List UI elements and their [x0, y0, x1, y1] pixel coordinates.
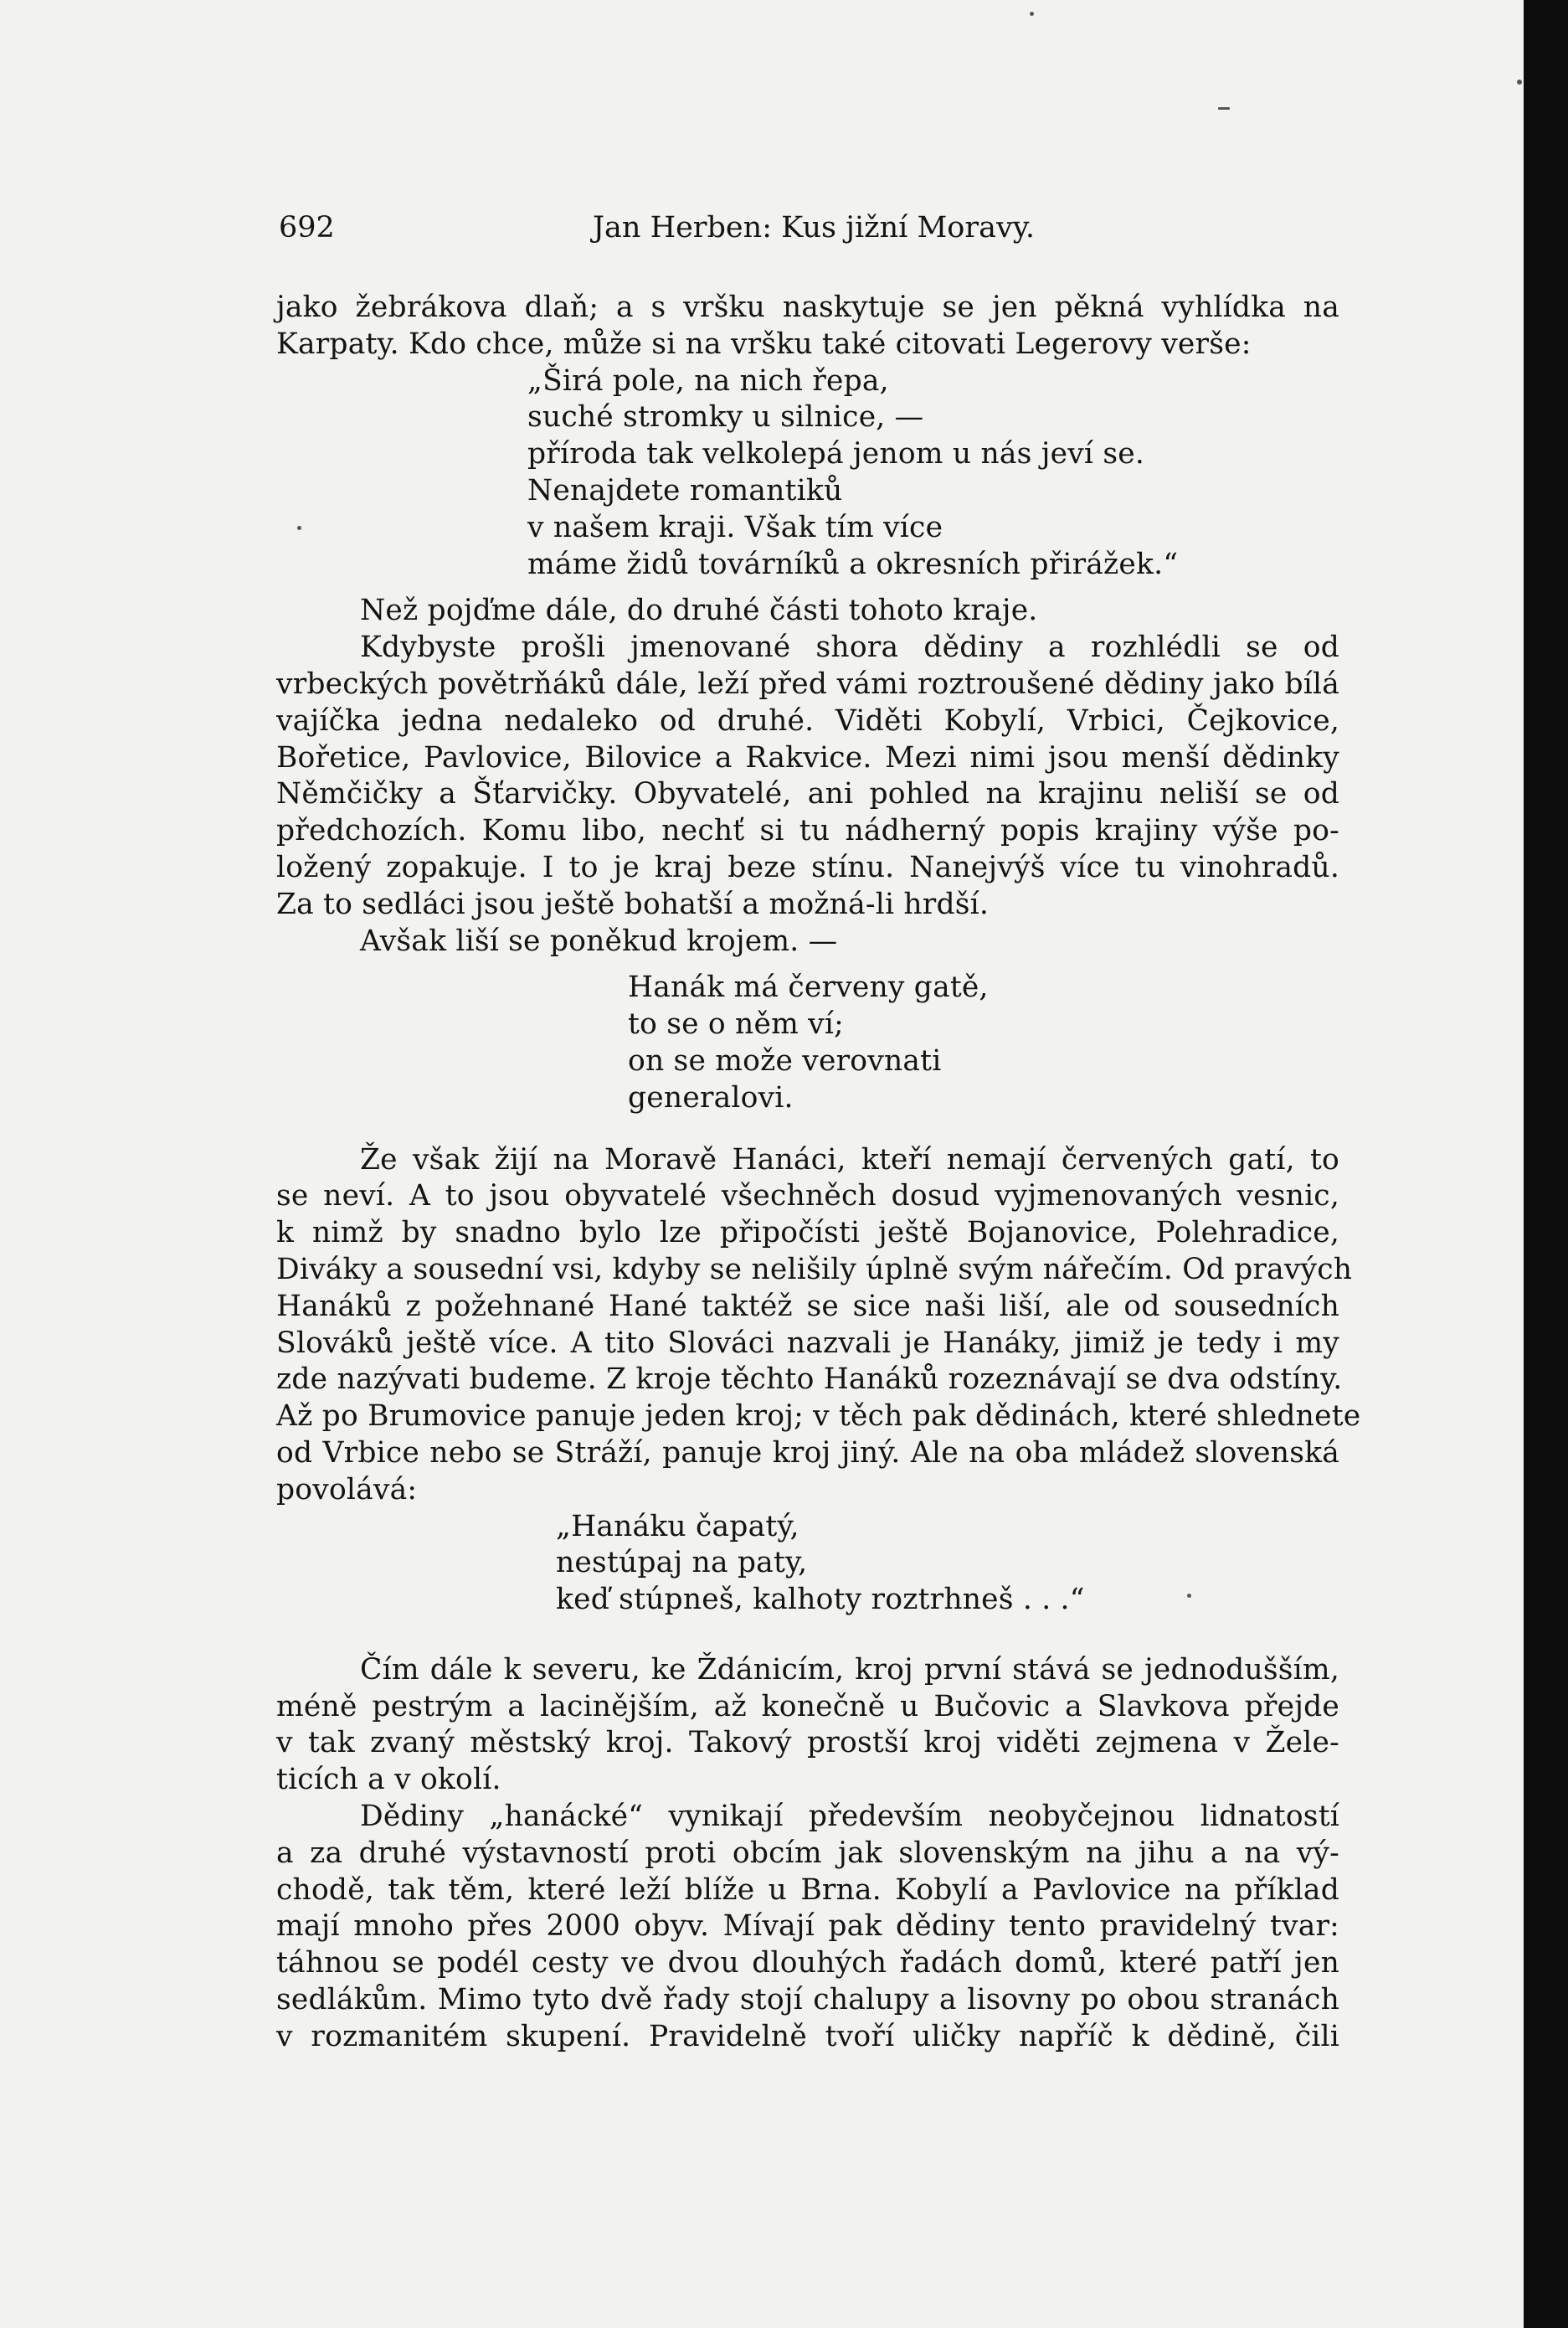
text-line: jako žebrákova dlaň; a s vršku naskytuje se jen pěkná vyhlídka na: [276, 291, 1339, 324]
text-line: Avšak liší se poněkud krojem. —: [360, 924, 838, 958]
verse-line: Nenajdete romantiků: [527, 473, 843, 507]
text-line: a za druhé výstavností proti obcím jak slovenským na jihu a na vý-: [276, 1836, 1339, 1870]
verse-line: máme židů továrníků a okresních přirážek.“: [527, 547, 1179, 581]
verse-line: keď stúpneš, kalhoty roztrhneš . . .“: [556, 1583, 1085, 1617]
page-body: [276, 290, 1361, 2056]
verse-line: příroda tak velkolepá jenom u nás jeví se.: [527, 437, 1145, 471]
text-line: Bořetice, Pavlovice, Bilovice a Rakvice. Mezi nimi jsou menší dědinky: [276, 740, 1339, 775]
text-line: Než pojďme dále, do druhé části tohoto kraje.: [360, 594, 1038, 628]
scan-speck: [297, 526, 301, 530]
text-line: táhnou se podél cesty ve dvou dlouhých řadách domů, které patří jen: [276, 1946, 1339, 1980]
verse-line: generalovi.: [628, 1080, 794, 1115]
text-line: Slováků ještě více. A tito Slováci nazvali je Hanáky, jimiž je tedy i my: [276, 1326, 1339, 1360]
paragraph-gap: [276, 583, 1339, 593]
verse-line: v našem kraji. Však tím více: [527, 510, 943, 544]
text-line: Hanáků z požehnané Hané taktéž se sice naši liší, ale od sousedních: [276, 1289, 1339, 1323]
text-line: od Vrbice nebo se Stráží, panuje kroj jiný. Ale na oba mládež slovenská: [276, 1435, 1339, 1470]
text-line: se neví. A to jsou obyvatelé všechněch dosud vyjmenovaných vesnic,: [276, 1179, 1339, 1213]
paragraph-gap: [276, 1619, 1339, 1652]
page-header: [279, 211, 1342, 253]
text-line: ticích a v okolí.: [276, 1763, 501, 1797]
text-line: Až po Brumovice panuje jeden kroj; v těch pak dědinách, které shlednete: [276, 1399, 1361, 1434]
text-line: méně pestrým a lacinějším, až konečně u Bučovic a Slavkova přejde: [276, 1689, 1339, 1723]
text-line: Karpaty. Kdo chce, může si na vršku také citovati Legerovy verše:: [276, 327, 1252, 361]
running-title: Jan Herben: Kus jižní Moravy.: [593, 211, 1035, 245]
text-line: k nimž by snadno bylo lze připočísti ještě Bojanovice, Polehradice,: [276, 1216, 1339, 1250]
text-line: Diváky a sousední vsi, kdyby se nelišily úplně svým nářečím. Od pravých: [276, 1252, 1353, 1286]
text-line: vajíčka jedna nedaleko od druhé. Viděti Kobylí, Vrbici, Čejkovice,: [276, 703, 1339, 738]
paragraph-gap: [276, 1117, 1339, 1142]
text-line: předchozích. Komu libo, nechť si tu nádherný popis krajiny výše po-: [276, 814, 1339, 848]
text-line: ložený zopakuje. I to je kraj beze stínu. Nanejvýš více tu vinohradů.: [276, 850, 1339, 884]
verse-line: suché stromky u silnice, —: [527, 400, 924, 435]
text-line: Za to sedláci jsou ještě bohatší a možná-li hrdší.: [276, 887, 990, 921]
text-line: Kdybyste prošli jmenované shora dědiny a rozhlédli se od: [360, 631, 1339, 665]
verse-line: nestúpaj na paty,: [556, 1546, 808, 1580]
text-line: vrbeckých povětrňáků dále, leží před vámi roztroušené dědiny jako bílá: [276, 667, 1339, 701]
text-line: povolává:: [276, 1472, 418, 1507]
scan-speck: [1517, 80, 1522, 85]
text-line: Němčičky a Šťarvičky. Obyvatelé, ani pohled na krajinu neliší se od: [276, 777, 1339, 811]
verse-line: „Hanáku čapatý,: [556, 1509, 799, 1543]
verse-line: „Širá pole, na nich řepa,: [527, 363, 889, 398]
text-line: sedlákům. Mimo tyto dvě řady stojí chalupy a lisovny po obou stranách: [276, 1983, 1339, 2017]
text-line: Dědiny „hanácké“ vynikají především neobyčejnou lidnatostí: [360, 1800, 1339, 1834]
text-line: v tak zvaný městský kroj. Takový prostší kroj viděti zejmena v Žele-: [276, 1726, 1339, 1760]
text-line: Že však žijí na Moravě Hanáci, kteří nemají červených gatí, to: [360, 1142, 1339, 1177]
verse-line: to se o něm ví;: [628, 1007, 844, 1042]
page-number: 692: [279, 211, 335, 245]
text-line: mají mnoho přes 2000 obyv. Mívají pak dědiny tento pravidelný tvar:: [276, 1909, 1339, 1944]
verse-line: on se može verovnati: [628, 1043, 942, 1078]
text-line: Čím dále k severu, ke Ždánicím, kroj první stává se jednodušším,: [360, 1652, 1339, 1687]
text-line: chodě, tak těm, které leží blíže u Brna. Kobylí a Pavlovice na příklad: [276, 1872, 1339, 1907]
scan-speck: [1030, 12, 1034, 16]
scan-speck: [1187, 1594, 1191, 1598]
verse-line: Hanák má červeny gatě,: [628, 971, 989, 1005]
scan-speck: [1218, 107, 1230, 110]
paragraph-gap: [276, 960, 1339, 970]
text-line: v rozmanitém skupení. Pravidelně tvoří uličky napříč k dědině, čili: [276, 2019, 1339, 2053]
text-line: zde nazývati budeme. Z kroje těchto Hanáků rozeznávají se dva odstíny.: [276, 1362, 1343, 1397]
